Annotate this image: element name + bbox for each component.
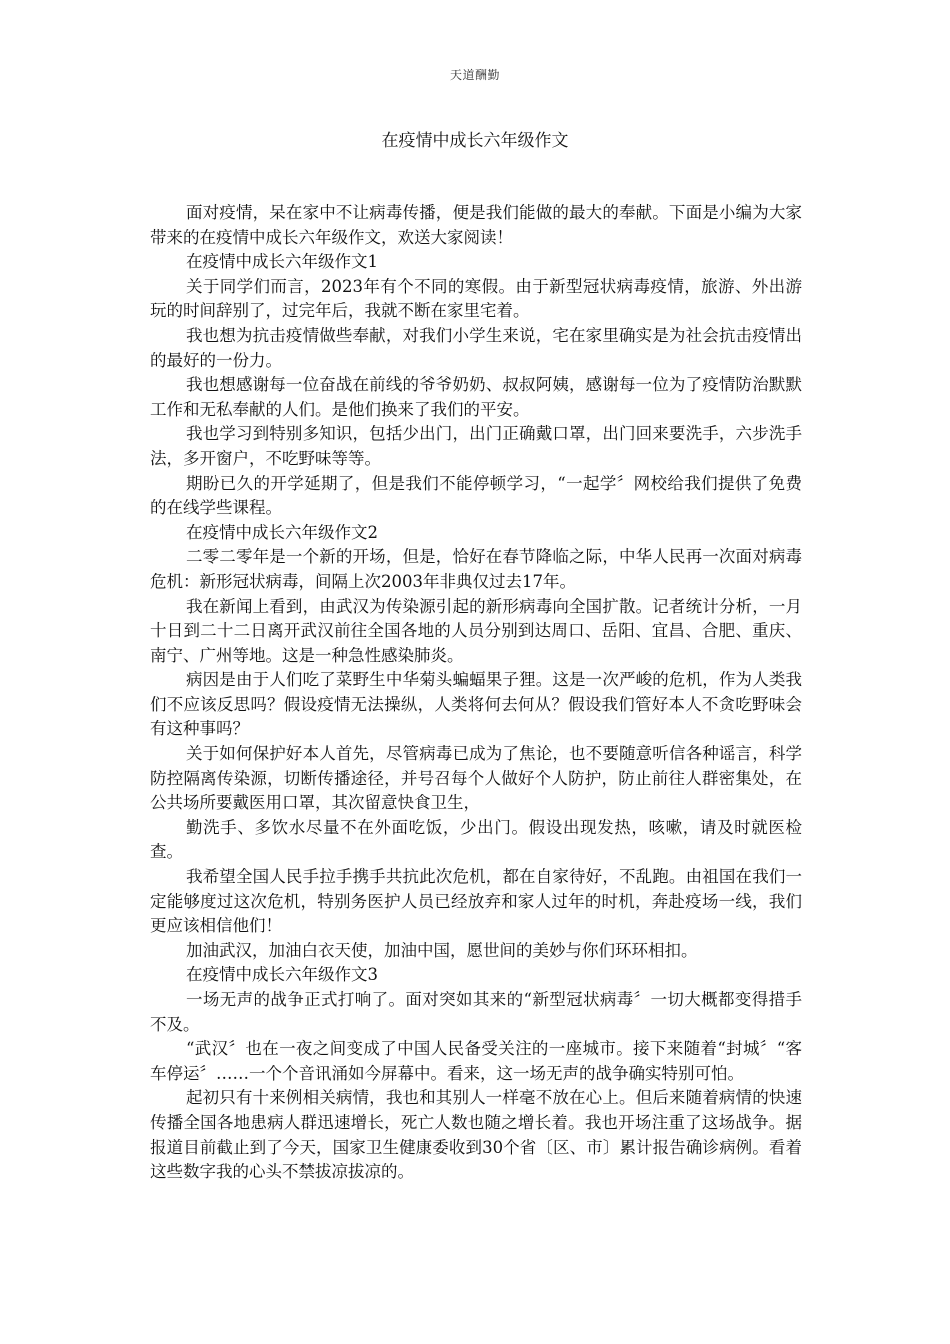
document-title: 在疫情中成长六年级作文 <box>381 131 569 151</box>
paragraph: 关于同学们而言，2023年有个不同的寒假。由于新型冠状病毒疫情，旅游、外出游玩的时间辞别了，过完年后，我就不断在家里宅着。 <box>150 276 802 321</box>
paragraph: 病因是由于人们吃了菜野生中华菊头蝙蝠果子狸。这是一次严峻的危机，作为人类我们不应该反思吗？假设疫情无法操纵，人类将何去何从？假设我们管好本人不贪吃野味会有这种事吗？ <box>150 670 802 739</box>
page-header: 天道酬勤 <box>449 68 500 82</box>
paragraph: 我希望全国人民手拉手携手共抗此次危机，都在自家待好，不乱跑。由祖国在我们一定能够度过这次危机，特别务医护人员已经放弃和家人过年的时机，奔赴疫场一线，我们更应该相信他们！ <box>150 867 802 936</box>
section-heading: 在疫情中成长六年级作文3 <box>186 965 378 985</box>
paragraph: 起初只有十来例相关病情，我也和其别人一样毫不放在心上。但后来随着病情的快速传播全国各地患病人群迅速增长，死亡人数也随之增长着。我也开场注重了这场战争。据报道目前截止到了今天，国家卫生健康委收到30个省〔区、市〕累计报告确诊病例。看着这些数字我的心头不禁拔凉拔凉的。 <box>150 1088 802 1182</box>
paragraph: 勤洗手、多饮水尽量不在外面吃饭，少出门。假设出现发热，咳嗽，请及时就医检查。 <box>150 817 802 862</box>
document-body <box>150 201 802 1185</box>
paragraph: 我也想感谢每一位奋战在前线的爷爷奶奶、叔叔阿姨，感谢每一位为了疫情防治默默工作和无私奉献的人们。是他们换来了我们的平安。 <box>150 375 802 419</box>
paragraph: 二零二零年是一个新的开场，但是，恰好在春节降临之际，中华人民再一次面对病毒危机：新形冠状病毒，间隔上次2003年非典仅过去17年。 <box>150 547 802 591</box>
paragraph: 我也想为抗击疫情做些奉献，对我们小学生来说，宅在家里确实是为社会抗击疫情出的最好的一份力。 <box>150 325 802 370</box>
paragraph: 我在新闻上看到，由武汉为传染源引起的新形病毒向全国扩散。记者统计分析，一月十日到二十二日离开武汉前往全国各地的人员分别到达周口、岳阳、宜昌、合肥、重庆、南宁、广州等地。这是一种急性感染肺炎。 <box>150 596 802 665</box>
paragraph: 期盼已久的开学延期了，但是我们不能停顿学习，“一起学〞网校给我们提供了免费的在线学些课程。 <box>150 473 802 518</box>
paragraph: “武汉〞也在一夜之间变成了中国人民备受关注的一座城市。接下来随着“封城〞“客车停运〞……一个个音讯涌如今屏幕中。看来，这一场无声的战争确实特别可怕。 <box>150 1039 802 1083</box>
paragraph: 关于如何保护好本人首先，尽管病毒已成为了焦论，也不要随意听信各种谣言，科学防控隔离传染源，切断传播途径，并号召每个人做好个人防护，防止前往人群密集处，在公共场所要戴医用口罩，其次留意快食卫生， <box>150 744 802 813</box>
section-heading: 在疫情中成长六年级作文1 <box>186 252 378 272</box>
paragraph: 一场无声的战争正式打响了。面对突如其来的“新型冠状病毒〞一切大概都变得措手不及。 <box>150 990 802 1034</box>
paragraph: 我也学习到特别多知识，包括少出门，出门正确戴口罩，出门回来要洗手，六步洗手法，多开窗户，不吃野味等等。 <box>150 424 802 468</box>
paragraph: 面对疫情，呆在家中不让病毒传播，便是我们能做的最大的奉献。下面是小编为大家带来的在疫情中成长六年级作文，欢送大家阅读！ <box>150 203 802 247</box>
section-heading: 在疫情中成长六年级作文2 <box>186 522 378 542</box>
paragraph: 加油武汉，加油白衣天使，加油中国，愿世间的美妙与你们环环相扣。 <box>186 940 698 960</box>
